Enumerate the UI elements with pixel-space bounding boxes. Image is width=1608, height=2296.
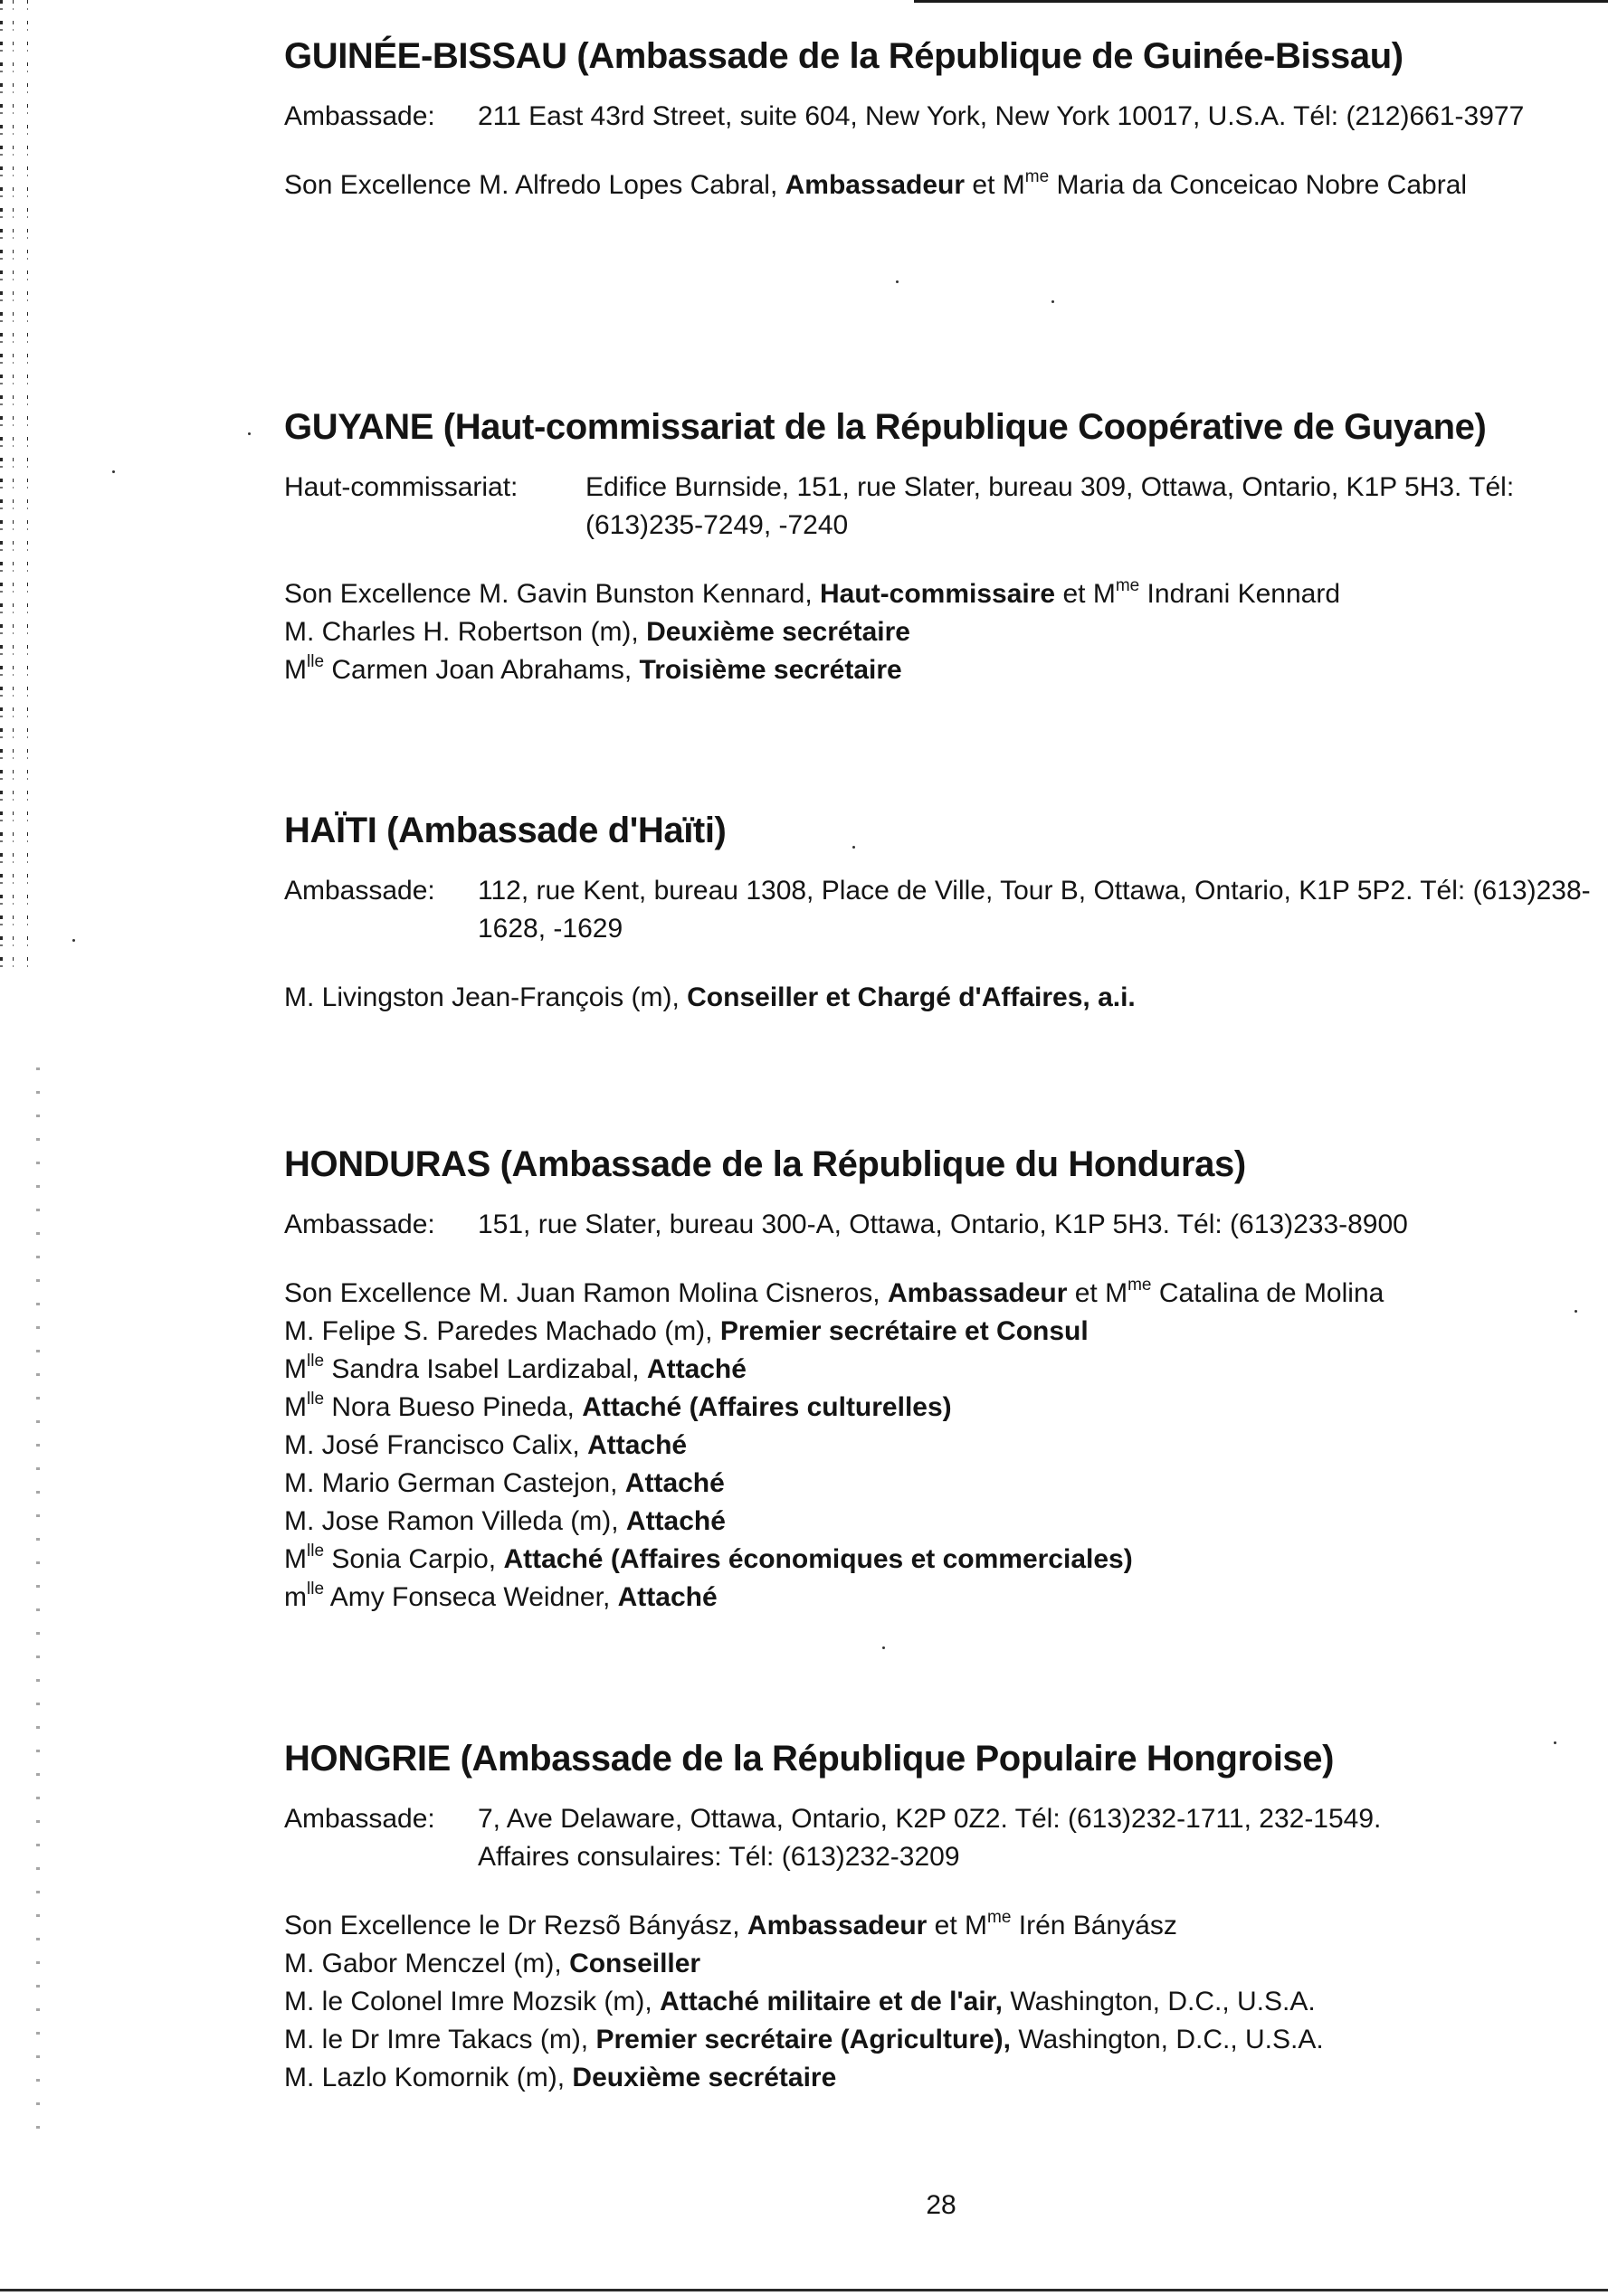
person-entry: Son Excellence M. Alfredo Lopes Cabral, Ambassadeur et $M^{me}$ Maria da Conceicao Nobre Cabral — [284, 167, 1468, 200]
address-text: 7, Ave Delaware, Ottawa, Ontario, K2P 0Z2. Tél: (613)232-1711, 232-1549. — [478, 1804, 1382, 1834]
person-entry: $M^{lle}$ Nora Bueso Pineda, Attaché (Affaires culturelles) — [284, 1390, 952, 1422]
section-hongrie — [284, 1737, 1587, 2097]
section-title: HONGRIE (Ambassade de la République Populaire Hongroise) — [284, 1739, 1335, 1779]
person-entry: Son Excellence le Dr Rezsõ Bányász, Ambassadeur et $M^{me}$ Irén Bányász — [284, 1908, 1177, 1940]
person-entry: $M^{lle}$ Sonia Carpio, Attaché (Affaires économiques et commerciales) — [284, 1542, 1133, 1574]
person-entry: M. Mario German Castejon, Attaché — [284, 1468, 725, 1498]
person-entry: M. le Colonel Imre Mozsik (m), Attaché militaire et de l'air, Washington, D.C., U.S.A. — [284, 1987, 1316, 2016]
person-entry: M. Gabor Menczel (m), Conseiller — [284, 1949, 701, 1978]
person-entry: M. le Dr Imre Takacs (m), Premier secrétaire (Agriculture), Washington, D.C., U.S.A. — [284, 2025, 1324, 2054]
section-title: HAÏTI (Ambassade d'Haïti) — [284, 811, 727, 850]
person-entry: Son Excellence M. Gavin Bunston Kennard, Haut-commissaire et $M^{me}$ Indrani Kennard — [284, 576, 1341, 609]
address-block — [284, 1206, 1587, 1244]
section-guinee-bissau — [284, 34, 1587, 204]
scan-binding-edge — [0, 0, 56, 977]
address-text: Edifice Burnside, 151, rue Slater, bureau 309, Ottawa, Ontario, K1P 5H3. Tél: (613)235-7249, -7240 — [585, 472, 1515, 540]
page-number: 28 — [926, 2190, 956, 2220]
person-entry: $M^{lle}$ Carmen Joan Abrahams, Troisième secrétaire — [284, 652, 902, 685]
address-block — [284, 872, 1591, 948]
scan-speck — [1051, 300, 1054, 303]
section-title: GUINÉE-BISSAU (Ambassade de la République de Guinée-Bissau) — [284, 36, 1403, 76]
section-title: HONDURAS (Ambassade de la République du Honduras) — [284, 1144, 1246, 1184]
person-entry: M. José Francisco Calix, Attaché — [284, 1430, 688, 1460]
address-label: Ambassade: — [284, 1804, 435, 1834]
section-haiti — [284, 809, 1591, 1017]
address-text: 112, rue Kent, bureau 1308, Place de Ville, Tour B, Ottawa, Ontario, K1P 5P2. Tél: (613)238-1628, -1629 — [478, 876, 1591, 944]
person-entry: M. Charles H. Robertson (m), Deuxième secrétaire — [284, 617, 910, 647]
personnel-list — [284, 575, 1587, 689]
top-rule — [914, 0, 1608, 3]
person-entry: $M^{lle}$ Sandra Isabel Lardizabal, Attaché — [284, 1352, 747, 1384]
address-text-line-2: Affaires consulaires: Tél: (613)232-3209 — [478, 1842, 960, 1872]
address-block — [284, 98, 1587, 136]
person-entry: M. Livingston Jean-François (m), Conseiller et Chargé d'Affaires, a.i. — [284, 982, 1136, 1012]
section-guyane — [284, 405, 1587, 689]
scan-speck — [112, 470, 115, 473]
personnel-list — [284, 979, 1587, 1017]
address-block — [284, 1800, 1587, 1876]
personnel-list — [284, 1275, 1587, 1617]
bottom-rule — [0, 2289, 1608, 2291]
address-label: Ambassade: — [284, 101, 435, 131]
scan-speck — [248, 432, 251, 435]
section-title: GUYANE (Haut-commissariat de la République Coopérative de Guyane) — [284, 407, 1487, 447]
address-label: Haut-commissariat: — [284, 472, 519, 502]
scan-margin-marks — [36, 1067, 40, 2135]
scan-speck — [896, 280, 899, 283]
address-label: Ambassade: — [284, 876, 435, 906]
personnel-list — [284, 1907, 1587, 2097]
address-label: Ambassade: — [284, 1210, 435, 1239]
address-text: 151, rue Slater, bureau 300-A, Ottawa, Ontario, K1P 5H3. Tél: (613)233-8900 — [478, 1210, 1408, 1239]
scan-speck — [882, 1646, 885, 1649]
section-honduras — [284, 1143, 1587, 1617]
person-entry: $m^{lle}$ Amy Fonseca Weidner, Attaché — [284, 1580, 718, 1612]
person-entry: M. Jose Ramon Villeda (m), Attaché — [284, 1506, 726, 1536]
personnel-list — [284, 166, 1587, 204]
scan-speck — [72, 939, 75, 942]
address-text: 211 East 43rd Street, suite 604, New York, New York 10017, U.S.A. Tél: (212)661-3977 — [478, 101, 1525, 131]
address-block — [284, 469, 1587, 545]
person-entry: M. Felipe S. Paredes Machado (m), Premier secrétaire et Consul — [284, 1316, 1089, 1346]
person-entry: M. Lazlo Komornik (m), Deuxième secrétaire — [284, 2063, 837, 2092]
person-entry: Son Excellence M. Juan Ramon Molina Cisneros, Ambassadeur et $M^{me}$ Catalina de Molina — [284, 1276, 1384, 1308]
